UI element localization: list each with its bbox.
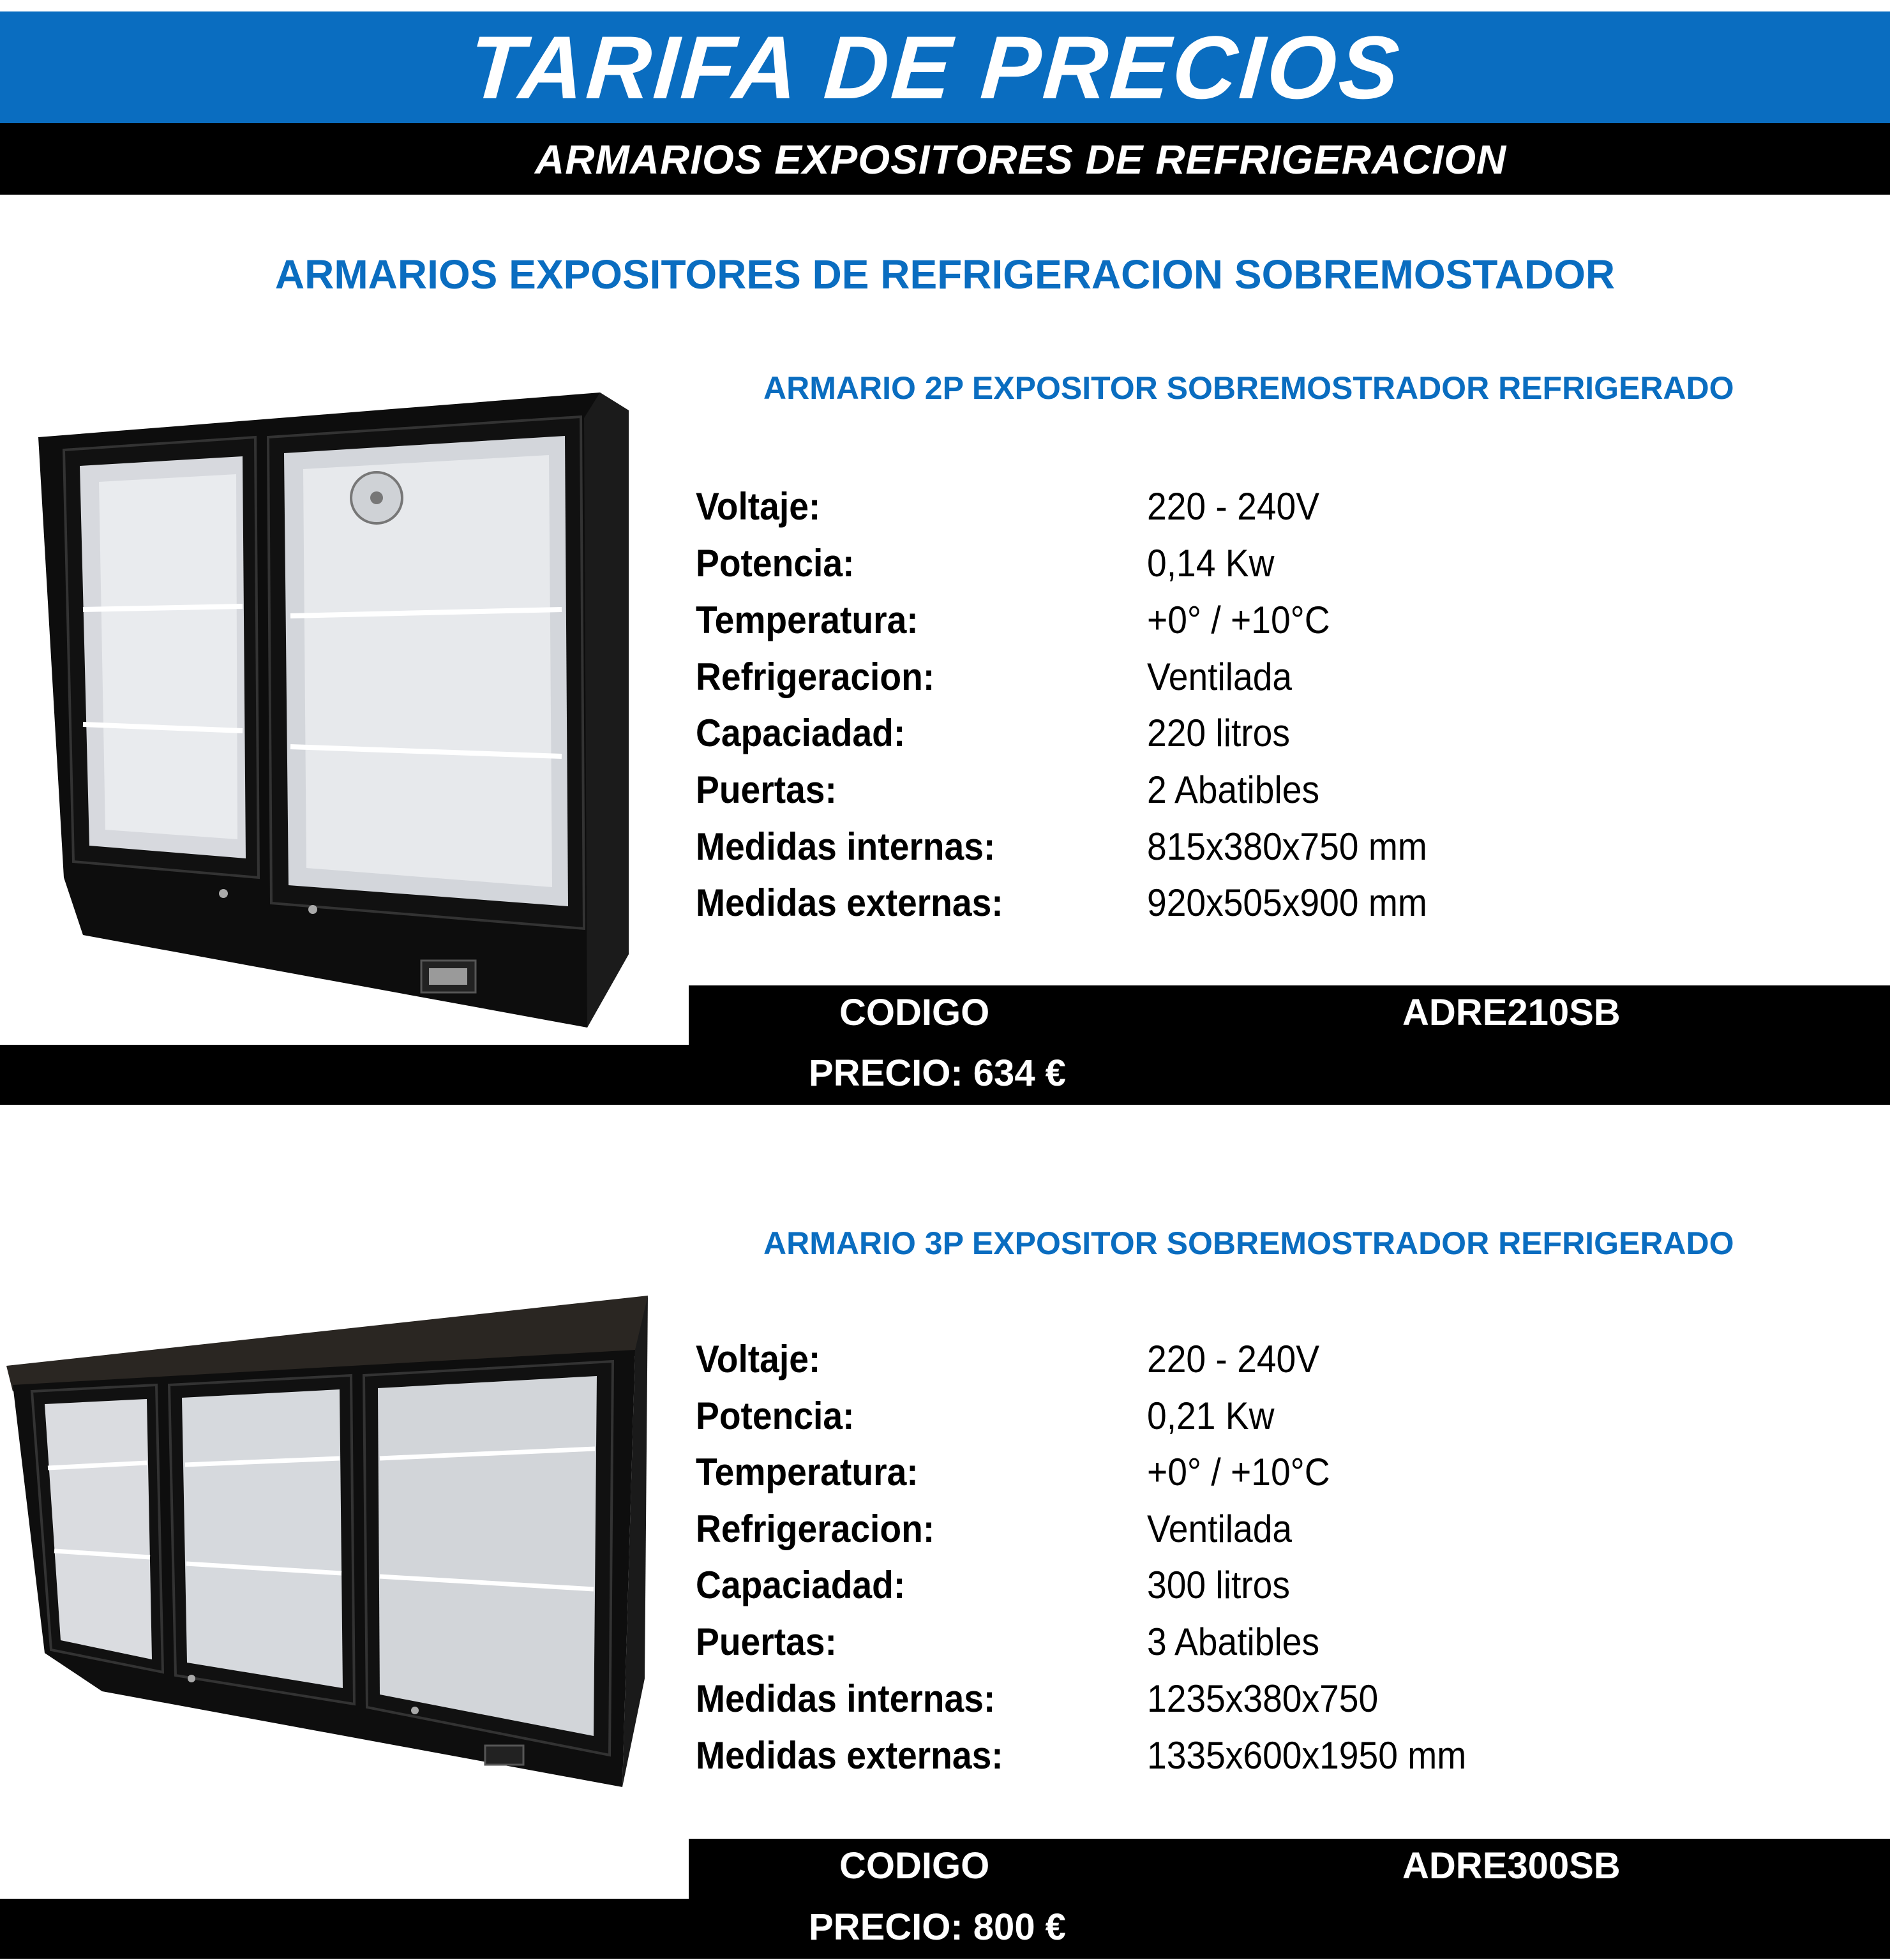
spec-value: 815x380x750 mm [1147, 825, 1427, 868]
product-code: ADRE300SB [1402, 1845, 1621, 1887]
spec-value: +0° / +10°C [1147, 1451, 1330, 1493]
product-title-2: ARMARIO 3P EXPOSITOR SOBREMOSTRADOR REFRIGERADO [763, 1225, 1734, 1261]
spec-label: Medidas externas: [696, 1734, 1003, 1777]
product-price: PRECIO: 634 € [809, 1052, 1066, 1094]
spec-value: 0,21 Kw [1147, 1395, 1275, 1437]
spec-label: Voltaje: [696, 485, 821, 528]
page-subtitle: ARMARIOS EXPOSITORES DE REFRIGERACION [535, 137, 1507, 183]
spec-label: Capaciadad: [696, 712, 906, 754]
spec-value: 220 - 240V [1147, 1338, 1320, 1380]
spec-value: 1335x600x1950 mm [1147, 1734, 1467, 1777]
product-image-fridge-3-door [6, 1296, 654, 1797]
spec-value: 3 Abatibles [1147, 1620, 1320, 1663]
spec-label: Puertas: [696, 768, 837, 811]
spec-label: Medidas externas: [696, 881, 1003, 924]
spec-label: Capaciadad: [696, 1564, 906, 1606]
product-title-1: ARMARIO 2P EXPOSITOR SOBREMOSTRADOR REFRIGERADO [763, 370, 1734, 406]
spec-value: 300 litros [1147, 1564, 1290, 1606]
spec-label: Medidas internas: [696, 1677, 996, 1720]
spec-label: Refrigeracion: [696, 1507, 935, 1550]
spec-value: 920x505x900 mm [1147, 881, 1427, 924]
spec-value: 220 - 240V [1147, 485, 1320, 528]
product-code: ADRE210SB [1402, 992, 1621, 1033]
spec-label: Potencia: [696, 1395, 855, 1437]
section-title: ARMARIOS EXPOSITORES DE REFRIGERACION SOBREMOSTADOR [274, 251, 1616, 297]
spec-label: Temperatura: [696, 599, 919, 641]
product-image-fridge-2-door [38, 393, 645, 1034]
product-price: PRECIO: 800 € [809, 1906, 1066, 1948]
spec-value: 0,14 Kw [1147, 542, 1275, 585]
spec-value: 220 litros [1147, 712, 1290, 754]
spec-label: Refrigeracion: [696, 655, 935, 698]
code-label: CODIGO [839, 1845, 990, 1887]
spec-label: Potencia: [696, 542, 855, 585]
spec-value: Ventilada [1147, 1507, 1293, 1550]
spec-label: Voltaje: [696, 1338, 821, 1380]
spec-value: 1235x380x750 [1147, 1677, 1379, 1720]
page-title: TARIFA DE PRECIOS [465, 17, 1405, 117]
code-label: CODIGO [839, 992, 990, 1033]
spec-label: Temperatura: [696, 1451, 919, 1493]
spec-label: Puertas: [696, 1620, 837, 1663]
spec-value: Ventilada [1147, 655, 1293, 698]
spec-value: +0° / +10°C [1147, 599, 1330, 641]
spec-value: 2 Abatibles [1147, 768, 1320, 811]
spec-label: Medidas internas: [696, 825, 996, 868]
